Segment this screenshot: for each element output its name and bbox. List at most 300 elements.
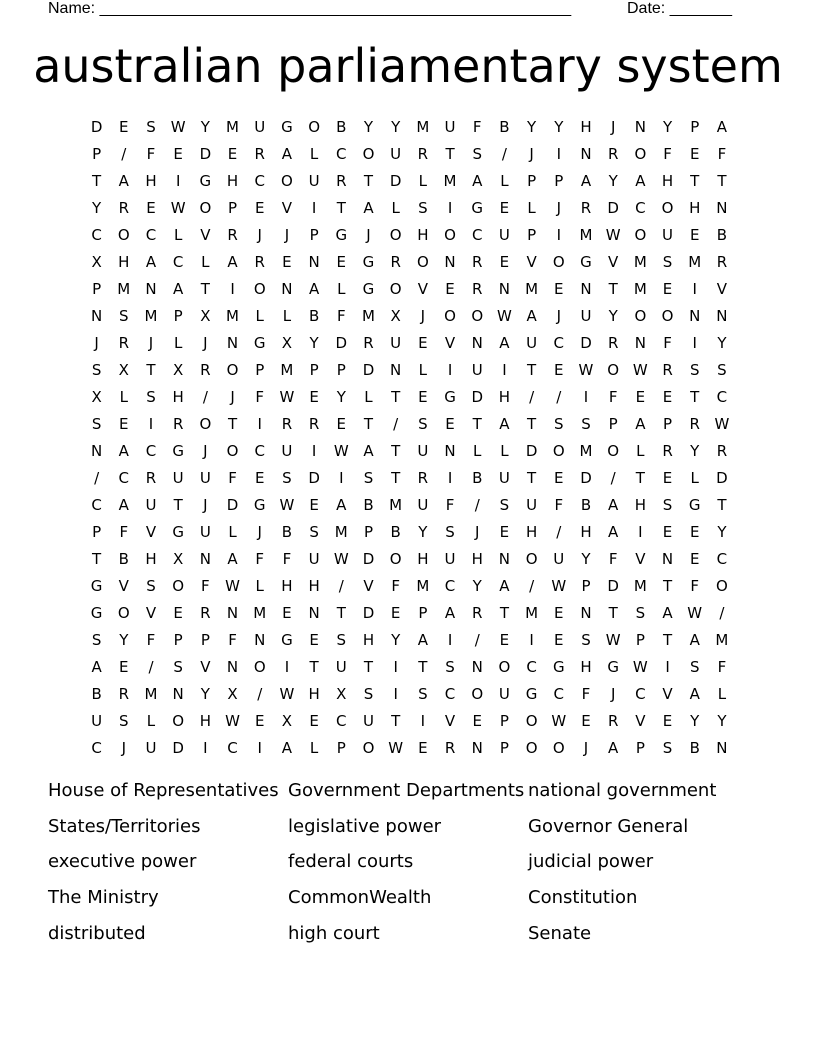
grid-letter: E <box>689 550 700 568</box>
grid-letter: Y <box>717 523 727 541</box>
grid-letter: T <box>472 415 482 433</box>
grid-letter: U <box>390 334 402 352</box>
grid-letter: R <box>200 604 211 622</box>
grid-letter: R <box>607 145 619 163</box>
grid-letter: U <box>390 145 402 163</box>
grid-letter: V <box>526 253 537 271</box>
grid-letter: G <box>525 685 538 703</box>
grid-letter: E <box>282 253 292 271</box>
grid-letter: A <box>363 442 374 460</box>
grid-letter: W <box>632 658 648 676</box>
grid-letter: M <box>226 118 239 136</box>
grid-letter: D <box>389 172 402 190</box>
grid-letter: E <box>418 334 428 352</box>
grid-letter: G <box>90 604 103 622</box>
grid-letter: O <box>634 145 647 163</box>
grid-letter: G <box>471 199 484 217</box>
grid-row <box>83 384 736 411</box>
grid-letter: O <box>362 739 375 757</box>
grid-letter: O <box>471 307 484 325</box>
grid-letter: B <box>689 739 700 757</box>
grid-letter: U <box>444 118 456 136</box>
grid-letter: J <box>121 739 126 757</box>
grid-letter: W <box>225 712 240 730</box>
grid-letter: O <box>498 658 511 676</box>
grid-letter: U <box>526 496 538 514</box>
grid-letter: O <box>253 280 266 298</box>
grid-letter: U <box>308 172 320 190</box>
grid-letter: A <box>118 172 129 190</box>
grid-letter: L <box>690 469 699 487</box>
grid-letter: T <box>418 658 428 676</box>
grid-letter: H <box>417 550 429 568</box>
grid-letter: O <box>199 199 212 217</box>
grid-letter: D <box>335 334 348 352</box>
grid-letter: W <box>333 550 349 568</box>
grid-letter: P <box>663 415 673 433</box>
grid-letter: E <box>227 145 238 163</box>
grid-letter: A <box>608 739 619 757</box>
grid-letter: V <box>200 226 211 244</box>
grid-letter: / <box>94 469 100 487</box>
grid-letter: N <box>716 307 728 325</box>
grid-letter: W <box>225 577 240 595</box>
grid-letter: X <box>91 253 102 271</box>
grid-letter: O <box>389 280 402 298</box>
grid-letter: C <box>118 469 130 487</box>
grid-letter: L <box>391 199 400 217</box>
grid-letter: B <box>308 307 320 325</box>
grid-letter: Y <box>119 631 129 649</box>
grid-letter: L <box>309 739 319 757</box>
grid-letter: T <box>690 388 700 406</box>
grid-letter: A <box>118 496 129 514</box>
grid-letter: T <box>527 469 537 487</box>
word-list-item: House of Representatives <box>48 780 279 801</box>
grid-letter: / <box>719 604 725 622</box>
grid-letter: U <box>417 496 429 514</box>
grid-letter: N <box>172 685 184 703</box>
grid-letter: L <box>228 523 237 541</box>
grid-letter: U <box>526 334 538 352</box>
grid-letter: G <box>281 118 293 136</box>
grid-row <box>83 600 736 627</box>
grid-letter: F <box>608 388 618 406</box>
grid-letter: W <box>170 118 186 136</box>
grid-letter: I <box>447 199 453 217</box>
grid-letter: Y <box>717 334 727 352</box>
grid-letter: M <box>117 280 131 298</box>
grid-letter: U <box>498 685 510 703</box>
grid-letter: W <box>551 712 567 730</box>
grid-row <box>83 114 736 141</box>
grid-letter: W <box>279 685 295 703</box>
grid-letter: V <box>635 550 646 568</box>
grid-letter: E <box>689 523 700 541</box>
grid-letter: A <box>499 415 510 433</box>
grid-letter: H <box>580 658 592 676</box>
grid-letter: S <box>418 199 428 217</box>
grid-letter: M <box>334 523 348 541</box>
grid-letter: X <box>173 550 184 568</box>
grid-letter: / <box>148 658 154 676</box>
grid-letter: H <box>308 685 320 703</box>
grid-letter: F <box>472 118 482 136</box>
grid-letter: J <box>257 226 262 244</box>
grid-letter: N <box>580 145 592 163</box>
grid-letter: M <box>416 577 430 595</box>
word-list-item: high court <box>288 922 380 944</box>
grid-letter: E <box>662 388 673 406</box>
grid-letter: L <box>473 442 482 460</box>
grid-letter: E <box>336 415 347 433</box>
grid-letter: X <box>281 712 293 730</box>
grid-letter: C <box>172 253 184 271</box>
grid-letter: D <box>172 739 184 757</box>
grid-letter: C <box>145 226 157 244</box>
grid-letter: N <box>444 253 456 271</box>
grid-letter: O <box>281 172 293 190</box>
grid-letter: F <box>336 307 346 325</box>
grid-letter: O <box>362 145 375 163</box>
grid-letter: V <box>608 253 619 271</box>
grid-letter: X <box>200 307 211 325</box>
grid-letter: C <box>254 172 265 190</box>
grid-letter: T <box>391 712 401 730</box>
grid-letter: J <box>366 226 371 244</box>
grid-letter: C <box>526 658 537 676</box>
grid-letter: W <box>605 226 621 244</box>
grid-letter: N <box>226 334 239 352</box>
grid-letter: U <box>498 226 510 244</box>
grid-letter: X <box>390 307 401 325</box>
grid-letter: C <box>444 577 456 595</box>
grid-letter: J <box>284 226 290 244</box>
word-list-item: executive power <box>48 851 197 873</box>
grid-letter: D <box>362 550 375 568</box>
grid-letter: N <box>471 334 483 352</box>
grid-letter: / <box>529 577 535 595</box>
grid-letter: T <box>146 361 156 379</box>
grid-row <box>83 708 736 735</box>
grid-letter: V <box>145 604 157 622</box>
grid-letter: S <box>635 604 646 622</box>
grid-letter: G <box>688 496 701 514</box>
grid-letter: N <box>716 739 728 757</box>
grid-letter: W <box>551 577 567 595</box>
grid-letter: T <box>363 658 374 676</box>
grid-letter: R <box>227 226 238 244</box>
grid-letter: G <box>281 631 293 649</box>
grid-letter: O <box>634 307 647 325</box>
grid-letter: P <box>499 739 509 757</box>
grid-letter: M <box>715 631 729 649</box>
grid-letter: Y <box>662 118 673 136</box>
grid-row <box>83 195 736 222</box>
grid-letter: B <box>336 118 347 136</box>
grid-letter: J <box>230 388 235 406</box>
grid-letter: A <box>444 604 456 622</box>
grid-letter: O <box>389 226 402 244</box>
grid-letter: N <box>471 739 483 757</box>
grid-letter: / <box>338 577 344 595</box>
grid-letter: T <box>363 172 374 190</box>
word-list-item: judicial power <box>528 851 654 873</box>
grid-letter: L <box>500 442 509 460</box>
grid-letter: T <box>363 415 374 433</box>
grid-letter: B <box>472 469 483 487</box>
grid-letter: C <box>553 334 565 352</box>
grid-row <box>83 465 736 492</box>
grid-letter: N <box>90 442 103 460</box>
grid-letter: B <box>118 550 129 568</box>
grid-letter: F <box>146 145 156 163</box>
grid-letter: R <box>336 172 347 190</box>
grid-letter: W <box>333 442 349 460</box>
grid-letter: R <box>662 442 673 460</box>
grid-letter: S <box>146 577 156 595</box>
grid-letter: T <box>92 172 102 190</box>
grid-letter: W <box>279 388 295 406</box>
grid-letter: R <box>689 415 700 433</box>
grid-letter: N <box>145 280 157 298</box>
grid-row <box>83 303 736 330</box>
grid-letter: N <box>390 361 402 379</box>
grid-letter: O <box>552 442 565 460</box>
grid-letter: M <box>253 604 267 622</box>
grid-letter: Y <box>690 712 700 730</box>
grid-letter: O <box>226 361 239 379</box>
grid-letter: S <box>581 631 591 649</box>
grid-row <box>83 681 736 708</box>
grid-letter: V <box>145 523 157 541</box>
grid-letter: R <box>417 469 429 487</box>
grid-letter: V <box>200 658 211 676</box>
grid-letter: A <box>608 496 619 514</box>
grid-letter: L <box>255 577 264 595</box>
grid-letter: Y <box>608 172 618 190</box>
grid-letter: P <box>336 361 346 379</box>
grid-letter: N <box>444 442 456 460</box>
grid-row <box>83 141 736 168</box>
grid-letter: O <box>416 253 429 271</box>
grid-row <box>83 330 736 357</box>
grid-letter: O <box>661 199 674 217</box>
grid-letter: E <box>499 631 510 649</box>
grid-letter: U <box>580 307 592 325</box>
grid-letter: / <box>202 388 208 406</box>
grid-letter: N <box>689 307 701 325</box>
grid-letter: M <box>579 226 593 244</box>
grid-letter: C <box>444 685 456 703</box>
grid-letter: M <box>525 604 539 622</box>
grid-letter: H <box>118 253 130 271</box>
grid-letter: E <box>445 280 455 298</box>
grid-letter: I <box>692 280 697 298</box>
grid-letter: S <box>662 253 673 271</box>
grid-row <box>83 492 736 519</box>
grid-letter: P <box>92 523 102 541</box>
grid-letter: U <box>444 550 456 568</box>
word-list-item: CommonWealth <box>288 887 432 909</box>
grid-letter: L <box>636 442 645 460</box>
grid-letter: H <box>172 388 184 406</box>
grid-letter: R <box>662 361 673 379</box>
grid-letter: U <box>308 550 320 568</box>
grid-letter: I <box>420 712 426 730</box>
grid-letter: X <box>91 388 102 406</box>
grid-letter: B <box>281 523 293 541</box>
grid-letter: I <box>556 145 561 163</box>
grid-letter: S <box>146 118 156 136</box>
grid-letter: V <box>444 334 456 352</box>
page-title: australian parliamentary system <box>33 39 783 93</box>
grid-letter: M <box>525 280 539 298</box>
grid-letter: T <box>662 577 673 595</box>
grid-letter: H <box>580 523 592 541</box>
grid-letter: B <box>390 523 401 541</box>
grid-letter: O <box>117 226 130 244</box>
grid-letter: A <box>91 658 102 676</box>
grid-letter: E <box>254 199 265 217</box>
grid-letter: T <box>200 280 210 298</box>
grid-letter: N <box>281 280 293 298</box>
grid-letter: S <box>418 685 428 703</box>
grid-letter: R <box>580 199 592 217</box>
grid-letter: V <box>444 712 456 730</box>
grid-letter: O <box>172 712 185 730</box>
grid-letter: E <box>336 253 347 271</box>
grid-letter: V <box>417 280 428 298</box>
grid-letter: A <box>281 145 293 163</box>
grid-letter: R <box>118 199 129 217</box>
grid-letter: A <box>227 253 238 271</box>
word-list-item: Governor General <box>528 815 689 837</box>
grid-letter: S <box>445 658 455 676</box>
grid-letter: D <box>226 496 239 514</box>
grid-letter: I <box>447 631 453 649</box>
grid-letter: E <box>554 604 564 622</box>
grid-letter: / <box>556 523 562 541</box>
grid-letter: C <box>91 739 102 757</box>
grid-letter: H <box>634 496 646 514</box>
grid-letter: W <box>632 361 648 379</box>
grid-letter: A <box>308 280 320 298</box>
grid-letter: J <box>475 523 480 541</box>
grid-letter: T <box>227 415 238 433</box>
grid-letter: L <box>119 388 128 406</box>
grid-letter: R <box>118 334 129 352</box>
grid-letter: N <box>254 631 266 649</box>
grid-letter: T <box>717 496 727 514</box>
grid-letter: S <box>363 685 374 703</box>
grid-letter: F <box>391 577 400 595</box>
grid-letter: S <box>662 739 673 757</box>
grid-letter: E <box>499 523 510 541</box>
grid-letter: G <box>172 523 184 541</box>
grid-letter: F <box>663 145 672 163</box>
grid-letter: M <box>633 577 647 595</box>
grid-letter: J <box>610 685 616 703</box>
grid-letter: X <box>173 361 184 379</box>
grid-letter: O <box>253 658 266 676</box>
grid-letter: L <box>527 199 536 217</box>
grid-letter: S <box>336 631 347 649</box>
grid-letter: S <box>282 469 292 487</box>
grid-letter: E <box>309 496 319 514</box>
grid-letter: E <box>309 388 319 406</box>
grid-letter: R <box>607 334 619 352</box>
grid-letter: A <box>472 172 483 190</box>
grid-letter: E <box>662 469 673 487</box>
grid-letter: F <box>201 577 210 595</box>
grid-letter: P <box>309 226 319 244</box>
grid-letter: I <box>529 631 534 649</box>
grid-letter: A <box>662 604 673 622</box>
grid-letter: G <box>607 658 619 676</box>
grid-letter: O <box>444 307 456 325</box>
grid-letter: S <box>363 469 374 487</box>
grid-letter: O <box>525 739 538 757</box>
grid-letter: T <box>391 469 401 487</box>
grid-letter: C <box>471 226 483 244</box>
grid-letter: R <box>716 442 728 460</box>
grid-letter: T <box>717 172 727 190</box>
grid-letter: H <box>580 118 592 136</box>
grid-letter: T <box>391 388 401 406</box>
grid-letter: U <box>199 523 211 541</box>
grid-letter: / <box>474 496 480 514</box>
grid-letter: T <box>527 415 537 433</box>
grid-letter: X <box>336 685 347 703</box>
grid-letter: D <box>308 469 320 487</box>
grid-letter: I <box>175 172 181 190</box>
grid-letter: O <box>199 415 212 433</box>
grid-letter: M <box>688 253 702 271</box>
grid-letter: I <box>665 658 670 676</box>
grid-letter: E <box>309 712 319 730</box>
grid-letter: H <box>199 712 211 730</box>
grid-letter: G <box>580 253 592 271</box>
grid-letter: D <box>580 469 592 487</box>
grid-letter: Y <box>472 577 482 595</box>
grid-letter: E <box>554 469 564 487</box>
grid-letter: I <box>502 361 507 379</box>
grid-letter: R <box>172 415 184 433</box>
grid-letter: R <box>254 253 265 271</box>
grid-letter: W <box>578 361 594 379</box>
grid-letter: M <box>144 685 158 703</box>
grid-letter: I <box>339 469 344 487</box>
grid-letter: E <box>662 523 673 541</box>
grid-letter: G <box>199 172 212 190</box>
grid-row <box>83 573 736 600</box>
grid-letter: C <box>336 145 347 163</box>
grid-letter: D <box>362 604 375 622</box>
grid-letter: R <box>472 253 483 271</box>
grid-letter: U <box>145 739 157 757</box>
grid-letter: V <box>716 280 728 298</box>
grid-letter: U <box>498 469 510 487</box>
grid-letter: J <box>420 307 426 325</box>
grid-letter: E <box>662 280 673 298</box>
grid-letter: / <box>529 388 535 406</box>
grid-letter: V <box>635 712 646 730</box>
grid-letter: H <box>145 550 157 568</box>
grid-letter: E <box>418 739 428 757</box>
grid-letter: / <box>610 469 616 487</box>
grid-letter: P <box>255 361 265 379</box>
